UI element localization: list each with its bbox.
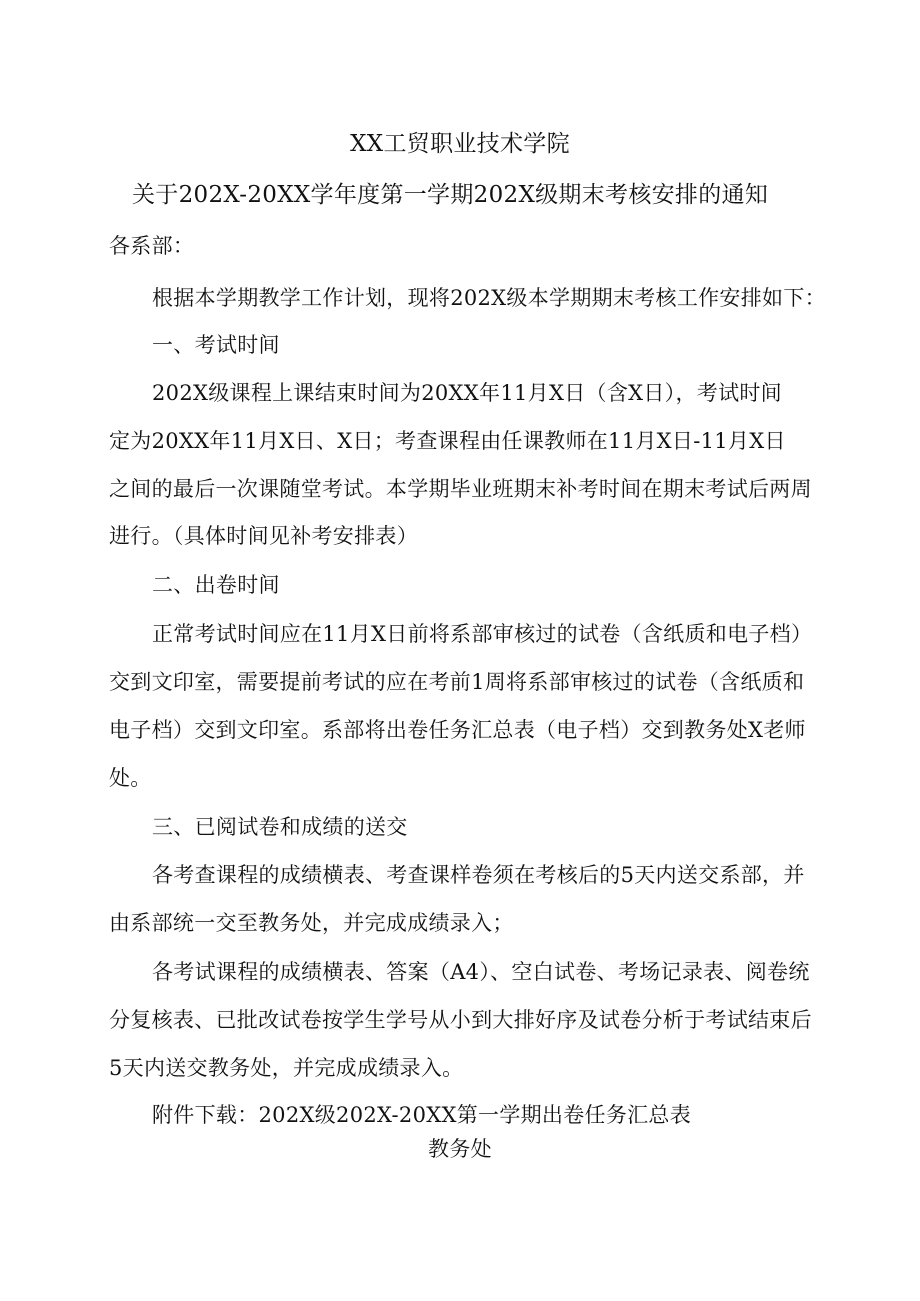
signature: 教务处 xyxy=(428,1137,492,1161)
intro-paragraph: 根据本学期教学工作计划，现将202X级本学期期末考核工作安排如下： xyxy=(152,286,826,310)
section1-line: 进行。（具体时间见补考安排表） xyxy=(109,524,418,548)
attachment-link[interactable]: 附件下载：202X级202X-20XX第一学期出卷任务汇总表 xyxy=(152,1103,692,1127)
section1-line: 之间的最后一次课随堂考试。本学期毕业班期末补考时间在期末考试后两周 xyxy=(109,477,812,501)
section3-para2-line: 5天内送交教务处，并完成成绩录入。 xyxy=(109,1056,464,1080)
section3-heading: 三、已阅试卷和成绩的送交 xyxy=(152,815,408,839)
section3-para1-line: 由系部统一交至教务处，并完成成绩录入； xyxy=(109,911,514,935)
section2-line: 正常考试时间应在11月X日前将系部审核过的试卷（含纸质和电子档） xyxy=(152,622,813,646)
section1-heading: 一、考试时间 xyxy=(152,333,280,357)
section3-para2-line: 分复核表、已批改试卷按学生学号从小到大排好序及试卷分析于考试结束后 xyxy=(109,1008,812,1032)
section1-line: 202X级课程上课结束时间为20XX年11月X日（含X日），考试时间 xyxy=(152,381,782,405)
section2-line: 电子档）交到文印室。系部将出卷任务汇总表（电子档）交到教务处X老师 xyxy=(109,718,806,742)
section2-line: 处。 xyxy=(109,766,152,790)
section2-heading: 二、出卷时间 xyxy=(152,573,280,597)
section3-para1-line: 各考查课程的成绩横表、考查课样卷须在考核后的5天内送交系部，并 xyxy=(152,863,805,887)
salutation: 各系部： xyxy=(109,234,195,258)
document-subtitle: 关于202X-20XX学年度第一学期202X级期末考核安排的通知 xyxy=(132,182,769,208)
section2-line: 交到文印室，需要提前考试的应在考前1周将系部审核过的试卷（含纸质和 xyxy=(109,670,805,694)
section3-para2-line: 各考试课程的成绩横表、答案（A4）、空白试卷、考场记录表、阅卷统 xyxy=(152,960,810,984)
section1-line: 定为20XX年11月X日、X日；考查课程由任课教师在11月X日-11月X日 xyxy=(109,429,786,453)
document-title: XX工贸职业技术学院 xyxy=(350,131,570,157)
